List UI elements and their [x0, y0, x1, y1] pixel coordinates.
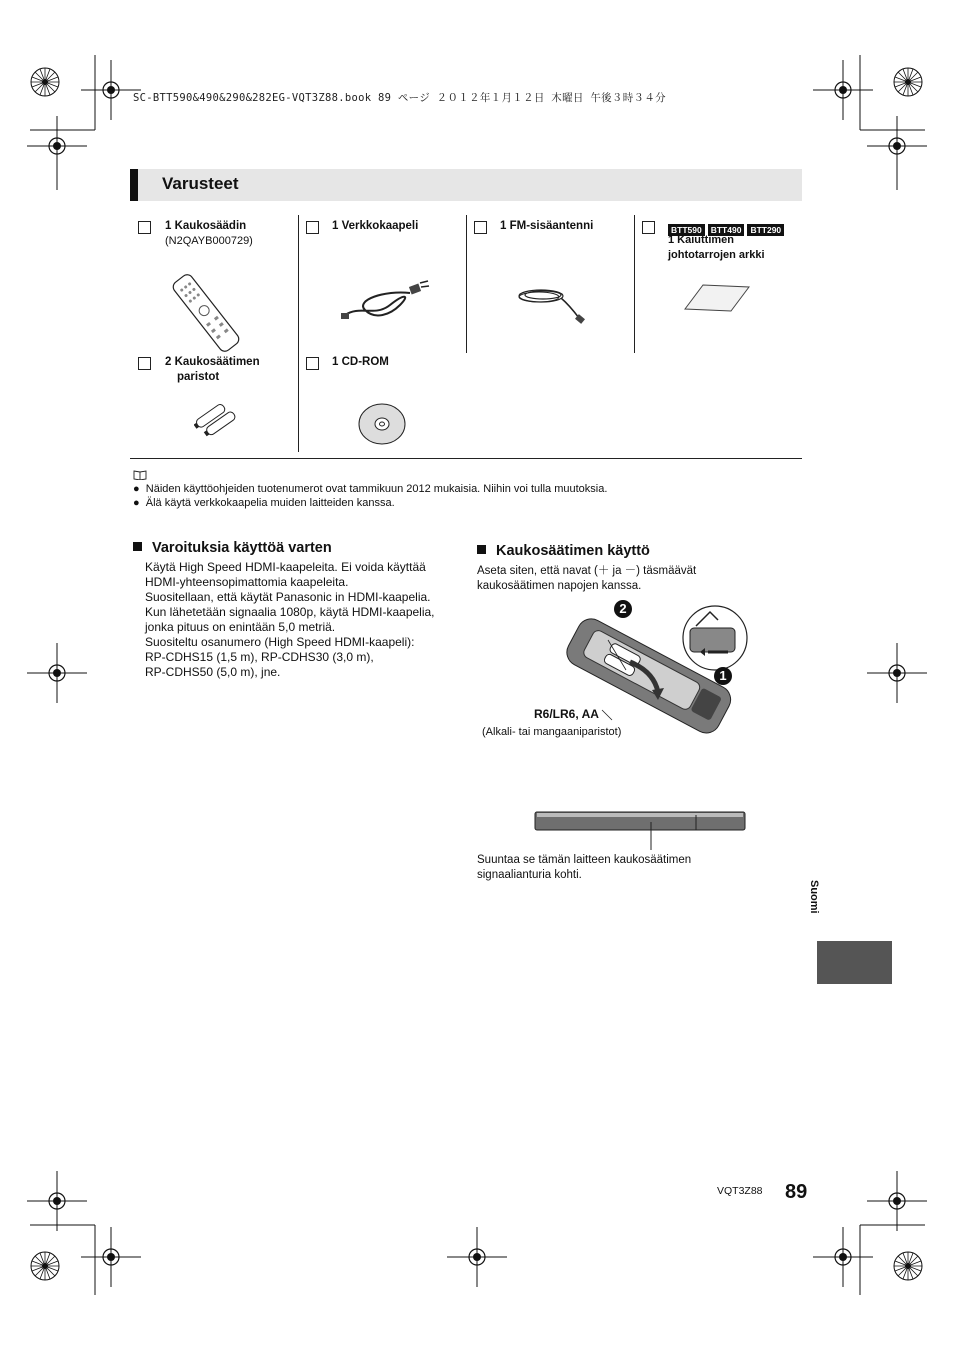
remote-use-heading: Kaukosäätimen käyttö — [477, 543, 650, 559]
square-bullet-icon — [477, 545, 486, 554]
battery-type-note: (Alkali- tai mangaaniparistot) — [482, 726, 622, 738]
item-cd-rom-label: 1 CD-ROM — [332, 356, 389, 368]
note-bullet-2: ● Älä käytä verkkokaapelia muiden laitteiden kanssa. — [133, 497, 395, 509]
square-bullet-icon — [133, 542, 142, 551]
checkbox-power-cable[interactable] — [306, 221, 319, 234]
item-batteries-line1: 2 Kaukosäätimen — [165, 356, 260, 368]
step-2-marker: 2 — [614, 600, 632, 618]
item-label-sheet-line2: johtotarrojen arkki — [668, 249, 765, 261]
step-1-marker: 1 — [714, 667, 732, 685]
label-sheet-illustration — [683, 283, 753, 313]
item-label-sheet-line1: 1 Kaiuttimen — [668, 234, 735, 246]
page-number: 89 — [785, 1181, 808, 1203]
item-power-cable-label: 1 Verkkokaapeli — [332, 220, 419, 232]
language-side-label: Suomi — [808, 880, 820, 914]
warnings-body: Käytä High Speed HDMI-kaapeleita. Ei voida käyttää HDMI-yhteensopimattomia kaapeleita. Suositellaan, että käytät Panasonic in HDMI-kaapelia. Kun lähetetään signaalia 1080p, käytä HDMI-kaapelia, jonka pituus on enintään 5,0 metriä. Suositeltu osanumero (High Speed HDMI-kaapeli): RP-CDHS15 (1,5 m), RP-CDHS30 (3,0 m), RP-CDHS50 (5,0 m), jne. — [145, 560, 435, 679]
badge-btt490: BTT490 — [708, 224, 745, 236]
badge-btt590: BTT590 — [668, 224, 705, 236]
remote-use-line2: kaukosäätimen napojen kanssa. — [477, 580, 642, 592]
note-text-2: Älä käytä verkkokaapelia muiden laitteiden kanssa. — [145, 497, 395, 509]
cd-rom-illustration — [357, 402, 407, 446]
checkbox-remote[interactable] — [138, 221, 151, 234]
item-fm-antenna-label: 1 FM-sisäantenni — [500, 220, 594, 232]
checkbox-batteries[interactable] — [138, 357, 151, 370]
checkbox-cd-rom[interactable] — [306, 357, 319, 370]
note-text-1: Näiden käyttöohjeiden tuotenumerot ovat tammikuun 2012 mukaisia. Niihin voi tulla muutoksia. — [145, 483, 608, 495]
batteries-illustration — [194, 403, 238, 437]
document-code: VQT3Z88 — [717, 1185, 763, 1197]
checkbox-label-sheet[interactable] — [642, 221, 655, 234]
warnings-heading: Varoituksia käyttöä varten — [133, 540, 332, 556]
book-note-icon — [133, 470, 147, 480]
grid-divider — [634, 215, 635, 353]
remote-use-line1: Aseta siten, että navat (＋ ja －) täsmäävät — [477, 565, 697, 577]
grid-divider — [466, 215, 467, 353]
item-batteries-line2: paristot — [177, 371, 220, 383]
aim-note: Suuntaa se tämän laitteen kaukosäätimen signaalianturia kohti. — [477, 854, 692, 881]
battery-type-label: R6/LR6, AA — [534, 707, 599, 721]
power-cable-illustration — [340, 275, 432, 325]
player-unit-illustration — [534, 810, 748, 852]
file-info-header: SC-BTT590&490&290&282EG-VQT3Z88.book 89 ページ ２０１２年１月１２日 木曜日 午後３時３４分 — [133, 92, 666, 104]
badge-btt290: BTT290 — [747, 224, 784, 236]
section-title: Varusteet — [162, 174, 239, 193]
item-remote-code: (N2QAYB000729) — [165, 235, 253, 247]
section-title-accent — [130, 169, 138, 201]
item-remote-label: 1 Kaukosäädin — [165, 220, 247, 232]
checkbox-fm-antenna[interactable] — [474, 221, 487, 234]
note-bullet-1: ● Näiden käyttöohjeiden tuotenumerot ovat tammikuun 2012 mukaisia. Niihin voi tulla muutoksia. — [133, 483, 608, 495]
remote-control-illustration — [165, 272, 247, 354]
fm-antenna-illustration — [513, 278, 591, 326]
language-side-tab — [817, 941, 892, 984]
grid-divider — [298, 215, 299, 452]
grid-bottom-rule — [130, 458, 802, 459]
